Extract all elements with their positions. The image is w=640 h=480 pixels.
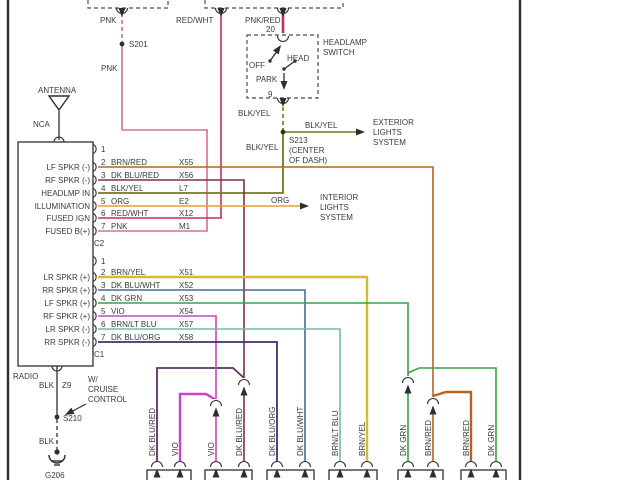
circuit-code-c2-2: X55 <box>179 158 194 167</box>
label-interior-3: SYSTEM <box>320 213 353 222</box>
wire-brnyel <box>98 277 367 461</box>
wire-name-c2-2: BRN/RED <box>111 158 148 167</box>
label-head: HEAD <box>287 54 310 63</box>
label-pnkred-top: PNK/RED <box>245 16 281 25</box>
label-interior-2: LIGHTS <box>320 203 349 212</box>
tag-dkblured-1: DK BLU/RED <box>148 407 157 456</box>
tag-vio-1: VIO <box>171 442 180 456</box>
pin-entry-icon <box>239 462 250 467</box>
signal-c1-7: RR SPKR (-) <box>44 338 90 347</box>
splice-dot-icon <box>120 42 125 47</box>
label-c1: C1 <box>94 350 105 359</box>
label-blkyel-solid: BLK/YEL <box>246 143 279 152</box>
wire-name-c1-4: DK GRN <box>111 294 143 303</box>
pin-entry-icon <box>278 36 289 42</box>
wire-name-c2-7: PNK <box>111 222 128 231</box>
pin-entry-icon <box>211 462 222 467</box>
tag-dkblured-2: DK BLU/RED <box>235 407 244 456</box>
tag-dkgrn-1: DK GRN <box>399 424 408 456</box>
wire-name-c1-7: DK BLU/ORG <box>111 333 161 342</box>
label-redwht-top: RED/WHT <box>176 16 214 25</box>
splice-dot-icon <box>55 415 60 420</box>
top-connector-box-2 <box>205 0 343 8</box>
signal-c2-3: RF SPKR (-) <box>45 176 90 185</box>
circuit-code-c2-4: L7 <box>179 184 188 193</box>
wire-name-c1-6: BRN/LT BLU <box>111 320 157 329</box>
circuit-code-c1-5: X54 <box>179 307 194 316</box>
arrow-switch-down <box>281 81 288 90</box>
circuit-code-c1-4: X53 <box>179 294 194 303</box>
pin-entry-icon <box>403 462 414 467</box>
label-cruise-2: CRUISE <box>88 385 119 394</box>
signal-c2-4: HEADLMP IN <box>41 189 90 198</box>
pin-entry-icon <box>175 462 186 467</box>
label-s213-loc2: OF DASH) <box>289 156 328 165</box>
wire-name-c2-3: DK BLU/RED <box>111 171 160 180</box>
label-antenna: ANTENNA <box>38 86 77 95</box>
label-org: ORG <box>271 196 290 205</box>
ground-icon <box>54 449 59 454</box>
pin-number-c2-5: 5 <box>101 197 106 206</box>
label-park: PARK <box>256 75 278 84</box>
label-s213-loc1: (CENTER <box>289 146 325 155</box>
wire-name-c2-4: BLK/YEL <box>111 184 144 193</box>
wire-name-c1-2: BRN/YEL <box>111 268 146 277</box>
speaker-conn-1 <box>147 470 191 480</box>
pin-number-c2-3: 3 <box>101 171 106 180</box>
label-blk-1: BLK <box>39 381 55 390</box>
label-cruise-3: CONTROL <box>88 395 128 404</box>
wire-name-c2-5: ORG <box>111 197 130 206</box>
ground-icon <box>49 455 65 463</box>
pin-entry-icon <box>152 462 163 467</box>
wire-dkgrn-branch <box>408 368 496 461</box>
pin-number-c1-6: 6 <box>101 320 106 329</box>
signal-c1-4: LF SPKR (+) <box>44 299 90 308</box>
circuit-code-c1-6: X57 <box>179 320 194 329</box>
label-headlamp: HEADLAMP <box>323 38 368 47</box>
pin-entry-icon <box>272 462 283 467</box>
signal-c1-3: RR SPKR (+) <box>42 286 90 295</box>
antenna-icon <box>49 96 69 110</box>
circuit-code-c2-5: E2 <box>179 197 189 206</box>
label-s210: S210 <box>63 414 82 423</box>
label-pin-20: 20 <box>266 25 275 34</box>
tag-dkbluwht: DK BLU/WHT <box>296 406 305 456</box>
pin-entry-icon <box>335 462 346 467</box>
tag-dkgrn-2: DK GRN <box>487 424 496 456</box>
label-s213: S213 <box>289 136 308 145</box>
pin-number-c1-5: 5 <box>101 307 106 316</box>
label-g206: G206 <box>45 471 65 480</box>
pin-number-c2-7: 7 <box>101 222 106 231</box>
switch-contact-dot <box>282 67 285 70</box>
signal-c2-5: ILLUMINATION <box>34 202 90 211</box>
label-blk-2: BLK <box>39 437 55 446</box>
label-s201: S201 <box>129 40 148 49</box>
label-blkyel-arrow: BLK/YEL <box>305 121 338 130</box>
pin-entry-icon <box>362 462 373 467</box>
label-c2: C2 <box>94 239 105 248</box>
switch-contact-dot <box>268 59 271 62</box>
circuit-code-c2-7: M1 <box>179 222 191 231</box>
pin-number-c2-6: 6 <box>101 209 106 218</box>
wire-name-c1-3: DK BLU/WHT <box>111 281 161 290</box>
label-nca: NCA <box>33 120 50 129</box>
splice-dot-icon <box>281 130 286 135</box>
tag-brnyel: BRN/YEL <box>358 421 367 456</box>
pin-number-c2-2: 2 <box>101 158 106 167</box>
circuit-code-c1-2: X51 <box>179 268 194 277</box>
label-blkyel-dash: BLK/YEL <box>238 109 271 118</box>
pin-number-c1-1: 1 <box>101 257 106 266</box>
circuit-code-c2-6: X12 <box>179 209 194 218</box>
tag-dkbluorg: DK BLU/ORG <box>268 406 277 456</box>
circuit-code-c2-3: X56 <box>179 171 194 180</box>
pin-number-c2-1: 1 <box>101 145 106 154</box>
pin-entry-icon <box>428 462 439 467</box>
label-exterior-1: EXTERIOR <box>373 118 414 127</box>
wire-name-c1-5: VIO <box>111 307 125 316</box>
signal-c2-2: LF SPKR (-) <box>46 163 90 172</box>
arrow-exterior <box>356 129 365 136</box>
pin-number-c1-7: 7 <box>101 333 106 342</box>
signal-c2-7: FUSED B(+) <box>45 227 90 236</box>
pin-number-c1-2: 2 <box>101 268 106 277</box>
speaker-conn-5 <box>398 470 443 480</box>
speaker-conn-4 <box>329 470 377 480</box>
label-exterior-2: LIGHTS <box>373 128 402 137</box>
label-cruise-1: W/ <box>88 375 98 384</box>
pin-entry-icon <box>466 462 477 467</box>
label-z9: Z9 <box>62 381 72 390</box>
tag-brnred-1: BRN/RED <box>424 419 433 456</box>
signal-c2-6: FUSED IGN <box>46 214 90 223</box>
top-connector-box-1 <box>88 0 168 8</box>
signal-c1-5: RF SPKR (+) <box>43 312 90 321</box>
tag-brnred-2: BRN/RED <box>462 419 471 456</box>
pin-entry-icon <box>491 462 502 467</box>
tag-vio-2: VIO <box>207 442 216 456</box>
pin-number-c1-3: 3 <box>101 281 106 290</box>
label-off: OFF <box>249 61 265 70</box>
label-radio: RADIO <box>13 372 39 381</box>
label-pin-9: 9 <box>268 90 273 99</box>
circuit-code-c1-3: X52 <box>179 281 194 290</box>
tag-brnltblu: BRN/LT BLU <box>331 410 340 456</box>
arrow-switch-up <box>273 43 284 54</box>
speaker-conn-6 <box>461 470 506 480</box>
arrow-interior <box>300 203 309 210</box>
label-pnk-mid: PNK <box>101 64 118 73</box>
pin-number-c1-4: 4 <box>101 294 106 303</box>
circuit-code-c1-7: X58 <box>179 333 194 342</box>
label-exterior-3: SYSTEM <box>373 138 406 147</box>
label-switch: SWITCH <box>323 48 355 57</box>
pin-entry-icon <box>300 462 311 467</box>
label-pnk-top: PNK <box>100 16 117 25</box>
pin-number-c2-4: 4 <box>101 184 106 193</box>
wire-name-c2-6: RED/WHT <box>111 209 149 218</box>
signal-c1-2: LR SPKR (+) <box>43 273 90 282</box>
signal-c1-6: LR SPKR (-) <box>45 325 90 334</box>
label-interior-1: INTERIOR <box>320 193 359 202</box>
